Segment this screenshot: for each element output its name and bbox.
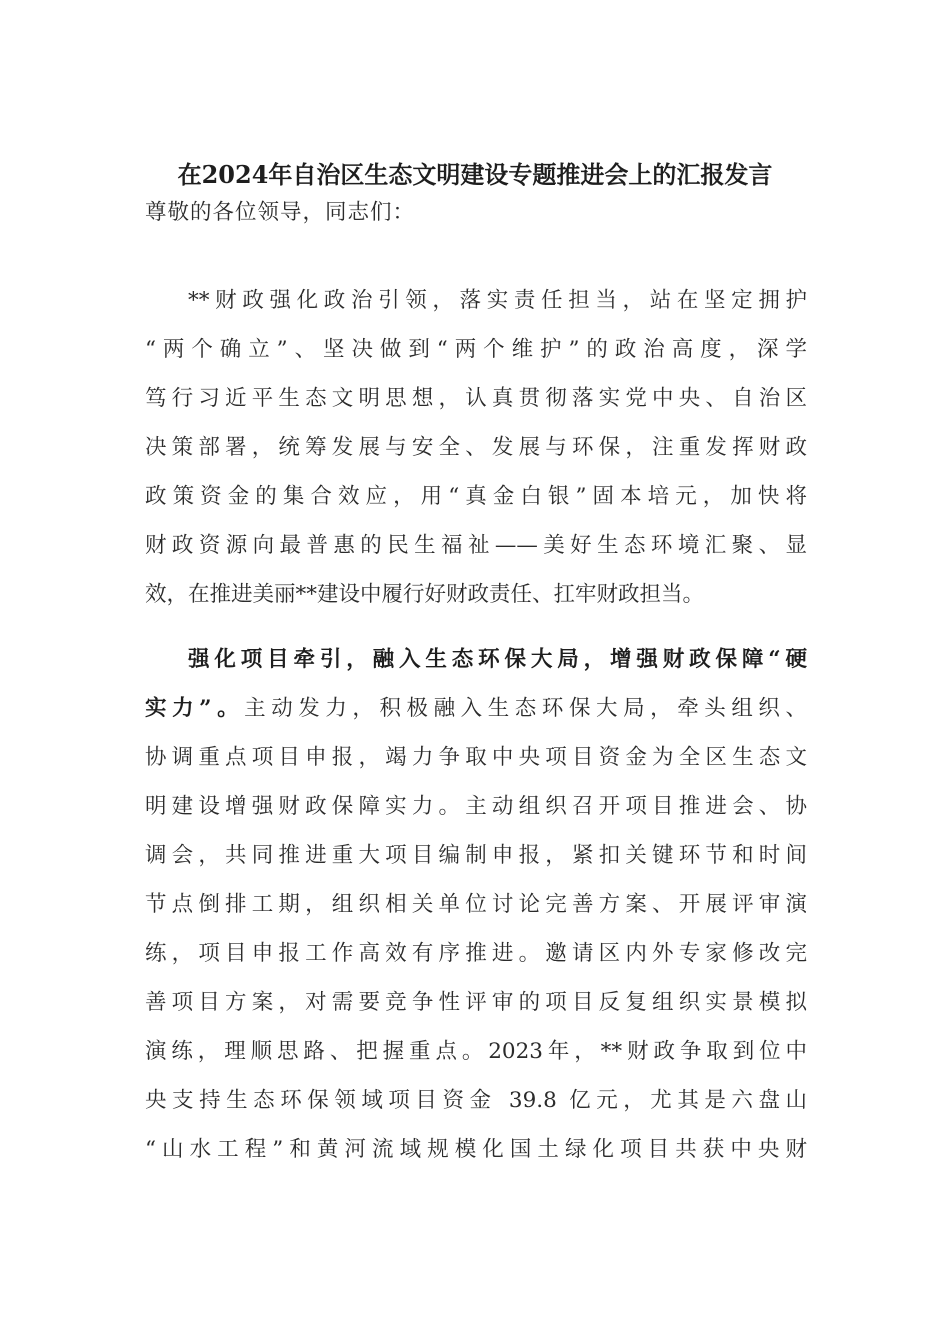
paragraph-line: “两个确立”、坚决做到“两个维护”的政治高度，深学 xyxy=(145,337,807,362)
paragraph-line: 笃行习近平生态文明思想，认真贯彻落实党中央、自治区 xyxy=(145,386,807,411)
paragraph-line: 演练，理顺思路、把握重点。2023年，**财政争取到位中 xyxy=(145,1039,807,1064)
paragraph-line: 协调重点项目申报，竭力争取中央项目资金为全区生态文 xyxy=(145,745,807,770)
paragraph-line: 练，项目申报工作高效有序推进。邀请区内外专家修改完 xyxy=(145,941,807,966)
paragraph-line: 效，在推进美丽**建设中履行好财政责任、扛牢财政担当。 xyxy=(145,582,705,607)
paragraph-line: 财政资源向最普惠的民生福祉——美好生态环境汇聚、显 xyxy=(145,533,807,558)
paragraph-line: 决策部署，统筹发展与安全、发展与环保，注重发挥财政 xyxy=(145,435,807,460)
paragraph-2 xyxy=(145,635,807,1174)
paragraph-line: 节点倒排工期，组织相关单位讨论完善方案、开展评审演 xyxy=(145,892,807,917)
section-heading-end: 实力”。 xyxy=(145,696,245,721)
paragraph-line xyxy=(145,684,807,733)
paragraph-line: 政策资金的集合效应，用“真金白银”固本培元，加快将 xyxy=(145,484,807,509)
paragraph-line: 央支持生态环保领域项目资金 39.8 亿元，尤其是六盘山 xyxy=(145,1088,807,1113)
paragraph-line: 调会，共同推进重大项目编制申报，紧扣关键环节和时间 xyxy=(145,843,807,868)
paragraph-1 xyxy=(145,276,807,619)
paragraph-line: 善项目方案，对需要竞争性评审的项目反复组织实景模拟 xyxy=(145,990,807,1015)
paragraph-line-rest: 主动发力，积极融入生态环保大局，牵头组织、 xyxy=(244,696,807,721)
paragraph-line: **财政强化政治引领，落实责任担当，站在坚定拥护 xyxy=(188,288,807,313)
paragraph-line: 明建设增强财政保障实力。主动组织召开项目推进会、协 xyxy=(145,794,807,819)
paragraph-line: “山水工程”和黄河流域规模化国土绿化项目共获中央财 xyxy=(145,1137,807,1162)
document-title: 在2024年自治区生态文明建设专题推进会上的汇报发言 xyxy=(177,160,773,189)
salutation: 尊敬的各位领导，同志们： xyxy=(145,200,416,225)
section-heading: 强化项目牵引，融入生态环保大局，增强财政保障“硬 xyxy=(188,647,807,672)
